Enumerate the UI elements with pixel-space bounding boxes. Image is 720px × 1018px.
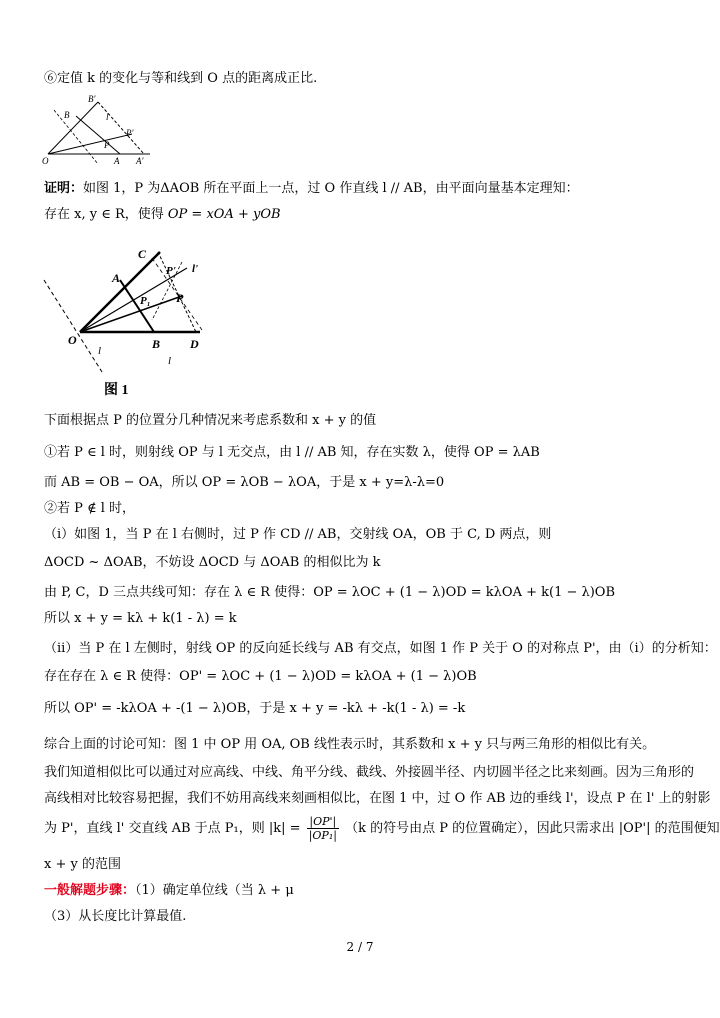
fig1-label: P' [166,265,176,277]
paragraph-line-1: 我们知道相似比可以通过对应高线、中线、角平分线、截线、外接圆半径、内切圆半径之比来刻画。因为三角形的 [44,765,695,780]
vector-equation: OP = xOA + yOB [167,207,281,222]
steps-line [44,882,294,900]
paragraph-3b: （k 的符号由点 P 的位置确定），因此只需求出 |OP'| 的范围便知 [345,821,720,836]
paragraph-line-2: 高线相对比较容易把握，我们不妨用高线来刻画相似比，在图 1 中，过 O 作 AB 边的垂线 l'，设点 P 在 l' 上的射影 [44,791,711,806]
similarity-line: ΔOCD ~ ΔOAB，不妨设 ΔOCD 与 ΔOAB 的相似比为 k [44,555,381,570]
case-2i-line: （i）如图 1，当 P 在 l 右侧时，过 P 作 CD // AB，交射线 OA，OB 于 C, D 两点，则 [44,527,552,542]
small-fig-label: A [114,156,120,166]
collinear-line: 由 P, C，D 三点共线可知：存在 λ ∈ R 使得：OP = λOC + (1 − λ)OD = kλOA + k(1 − λ)OB [44,585,616,600]
exists-text: 存在 x, y ∈ R，使得 [44,207,164,222]
small-fig-label: P [104,140,110,150]
fig1-label: l [98,345,102,357]
fraction-denominator: |OP₁| [308,829,337,842]
case-1-line: ①若 P ∈ l 时，则射线 OP 与 l 无交点，由 l // AB 知，存在实数 λ，使得 OP = λAB [44,445,540,460]
fig1-caption: 图 1 [104,383,129,398]
proof-label: 证明： [44,181,84,196]
small-fig-label: O [42,156,49,166]
similarity-fraction [307,815,339,842]
case-2ii-line: （ii）当 P 在 l 左侧时，射线 OP 的反向延长线与 AB 有交点，如图 1 作 P 关于 O 的对称点 P'，由（i）的分析知： [44,641,717,656]
figure-1 [42,240,222,400]
summary-line: 综合上面的讨论可知：图 1 中 OP 用 OA, OB 线性表示时，其系数和 x + y 只与两三角形的相似比有关。 [44,737,656,752]
sum-line: 所以 x + y = kλ + k(1 - λ) = k [44,611,237,626]
sum-2-part-b: ，于是 x + y = -kλ + -k(1 - λ) = -k [246,701,466,716]
proof-line [44,180,579,198]
small-fig-label: A' [136,156,144,166]
page-number: 2 / 7 [346,940,374,954]
sum-2-part-a: 所以 OP' = -kλOA + -(1 − λ)OB [44,701,247,716]
fig1-label: C [138,247,147,261]
small-figure [40,92,160,168]
case-1b-line: 而 AB = OB − OA，所以 OP = λOB − λOA，于是 x + y=λ-λ=0 [44,475,445,490]
exists-2-line: 存在存在 λ ∈ R 使得：OP' = λOC + (1 − λ)OD = kλOA + (1 − λ)OB [44,669,477,684]
fig1-label: P₁ [140,295,151,307]
fig1-label: l' [192,263,199,275]
steps-label: 一般解题步骤： [44,883,136,898]
fig1-label: l [168,355,172,367]
fig1-label: B [152,337,161,351]
case-2-line: ②若 P ∉ l 时， [44,501,136,516]
fig1-label: A [112,271,121,285]
intro-line: 下面根据点 P 的位置分几种情况来考虑系数和 x + y 的值 [44,413,377,428]
steps-text: （1）确定单位线（当 λ + μ [135,883,294,898]
paragraph-line-3 [44,812,720,846]
exists-line [44,206,281,224]
fig1-label: P [176,291,184,305]
small-fig-label: B' [88,94,96,104]
item-6-text: ⑥定值 k 的变化与等和线到 O 点的距离成正比. [44,71,318,86]
paragraph-line-4: x + y 的范围 [44,857,121,872]
small-fig-label: B [64,110,70,120]
sum-2-line [44,700,465,718]
proof-text: 如图 1，P 为ΔAOB 所在平面上一点，过 O 作直线 l // AB，由平面向量基本定理知： [83,181,579,196]
paragraph-3a: 为 P'，直线 l' 交直线 AB 于点 P₁，则 |k| = [44,821,301,836]
fig1-label: O [68,333,77,347]
small-fig-label: P' [126,128,134,138]
fig1-label: D [190,337,199,351]
fraction-numerator: |OP'| [307,815,339,829]
step-3-line: （3）从长度比计算最值. [44,909,187,924]
small-fig-label: l [106,112,109,122]
